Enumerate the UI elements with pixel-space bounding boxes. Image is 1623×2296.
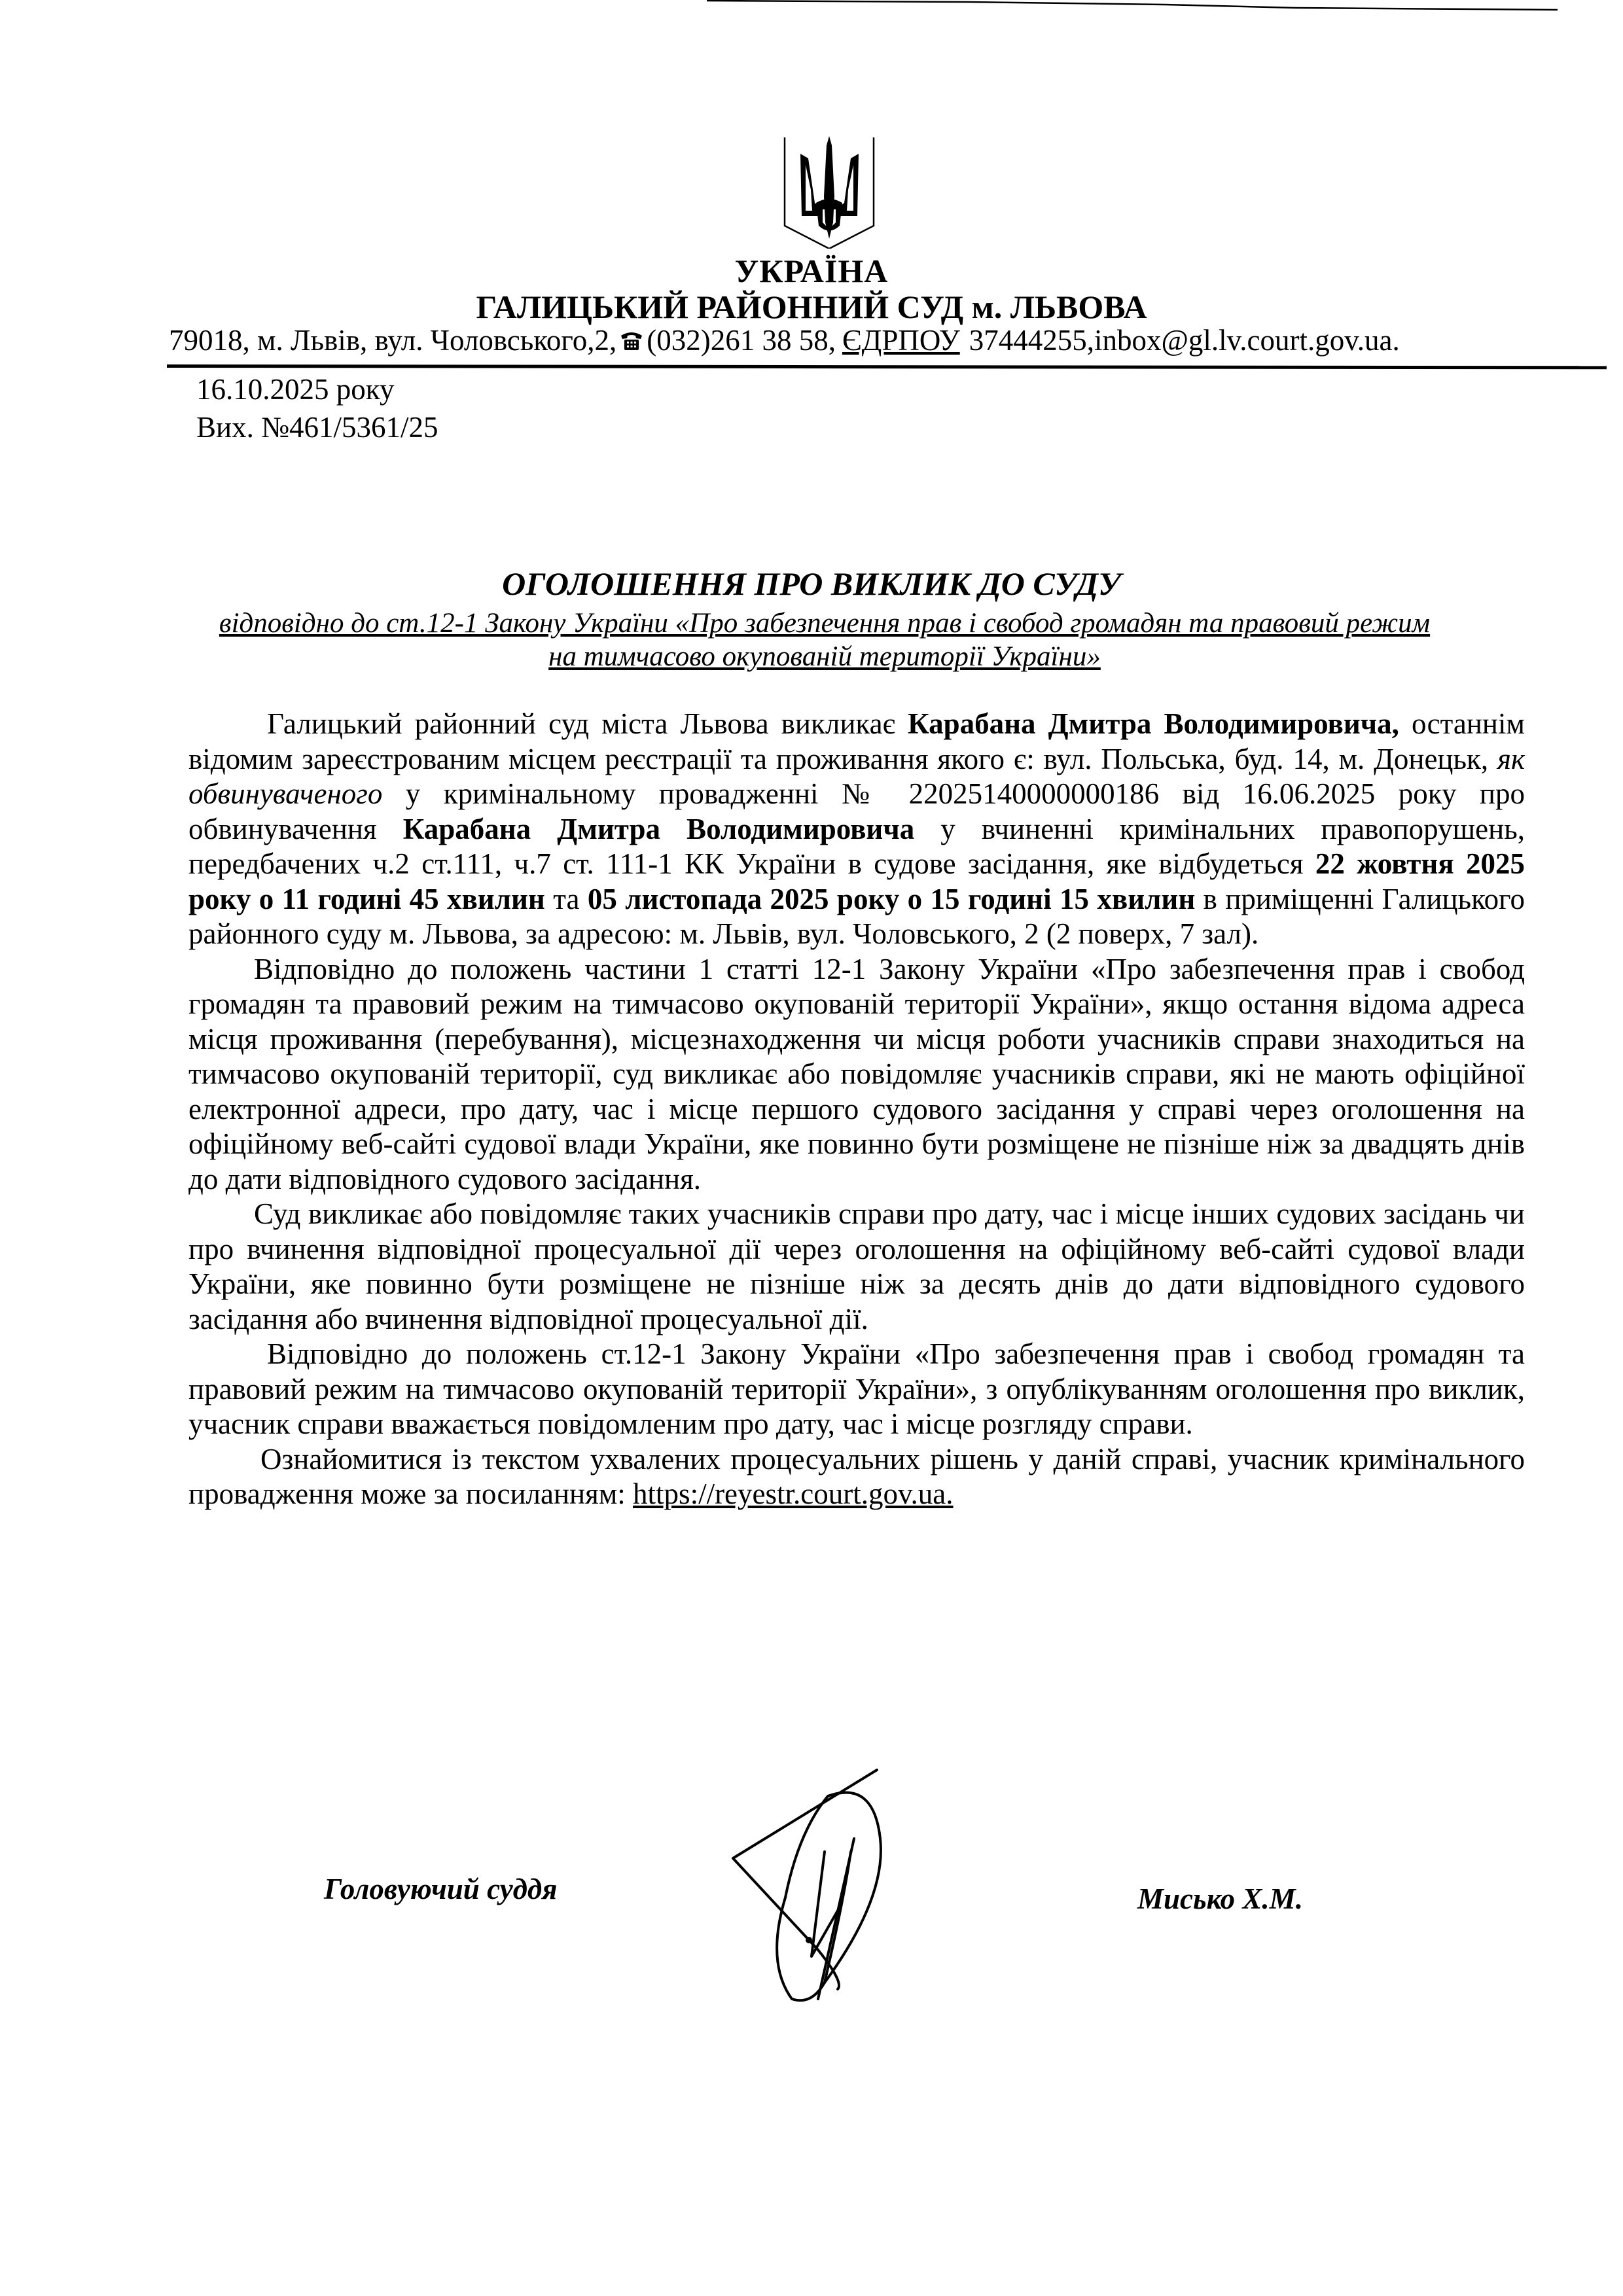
paragraph-other-hearings: Суд викликає або повідомляє таких учасників справи про дату, час і місце інших судових засідань чи про вчинення відповідної процесуальної дії через оголошення на офіційному веб-сайті судової влади України, яке повинно бути розміщене не пізніше ніж за десять днів до дати відповідного судового засідання або вчинення відповідної процесуальної дії.: [188, 1197, 1525, 1335]
court-phone: (032)261 38 58,: [647, 324, 836, 357]
edrpou-label: ЄДРПОУ: [842, 324, 960, 357]
text-run: в приміщенні Галицького районного суду м. Львова, за адресою: м. Львів, вул. Чоловського, 2 (2 поверх, 7 зал).: [188, 882, 1525, 950]
outgoing-number: Вих. №461/5361/25: [196, 411, 438, 444]
text-run: та: [544, 882, 588, 915]
paragraph-notification: Відповідно до положень ст.12-1 Закону України «Про забезпечення прав і свобод громадян та правовий режим на тимчасово окупованій території України», з опублікуванням оголошення про виклик, учасник справи вважається повідомленим про дату, час і місце розгляду справи.: [188, 1337, 1525, 1440]
text-run: Ознайомитися із текстом ухвалених процесуальних рішень у даній справі, учасник кримінального провадження може за посиланням:: [188, 1442, 1525, 1510]
subtitle-line-1: відповідно до ст.12-1 Закону України «Про забезпечення прав і свобод громадян та правовий режим: [219, 608, 1431, 639]
document-date: 16.10.2025 року: [196, 373, 395, 406]
country-heading: УКРАЇНА: [734, 253, 889, 289]
handwritten-signature: [713, 1767, 1080, 2015]
judge-title: Головуючий суддя: [324, 1873, 558, 1905]
court-name-heading: ГАЛИЦЬКИЙ РАЙОННИЙ СУД м. ЛЬВОВА: [476, 289, 1147, 325]
document-title: ОГОЛОШЕННЯ ПРО ВИКЛИК ДО СУДУ: [502, 565, 1121, 602]
hearing-datetime-1: 22 жовтня 2025 року о 11 годині 45 хвилин: [188, 847, 1525, 915]
paragraph-registry-link: [188, 1442, 1525, 1512]
document-meta: [196, 370, 438, 446]
registry-link[interactable]: https://reyestr.court.gov.ua.: [633, 1477, 954, 1510]
scan-artifact-line: [707, 0, 1558, 12]
subtitle-line-2: на тимчасово окупованій території України»: [548, 641, 1101, 672]
ukraine-trident-icon: [776, 118, 883, 249]
paragraph-legal-basis: Відповідно до положень частини 1 статті 12-1 Закону України «Про забезпечення прав і свобод громадян та правовий режим на тимчасово окупованій території України», якщо остання відома адреса місця проживання (перебування), місцезнаходження чи місця роботи учасників справи знаходиться на тимчасово окупованій території, суд викликає або повідомляє учасників справи, які не мають офіційної електронної адреси, про дату, час і місце першого судового засідання у справі через оголошення на офіційному веб-сайті судової влади України, яке повинно бути розміщене не пізніше ніж за двадцять днів до дати відповідного судового засідання.: [188, 952, 1525, 1195]
accused-name: Карабана Дмитра Володимировича: [402, 812, 915, 845]
text-run: Галицький районний суд міста Львова викликає: [267, 707, 908, 740]
court-contact-line: [169, 323, 1609, 358]
edrpou-and-email: 37444255,inbox@gl.lv.court.gov.ua.: [969, 324, 1400, 357]
document-body: [188, 707, 1525, 1512]
document-subtitle: [196, 607, 1453, 673]
procedural-status: як обвинуваченого: [188, 742, 1525, 810]
paragraph-summons: [188, 707, 1525, 952]
telephone-icon: [619, 329, 644, 351]
accused-name: Карабана Дмитра Володимировича,: [908, 707, 1399, 740]
hearing-datetime-2: 05 листопада 2025 року о 15 годині 15 хвилин: [587, 882, 1196, 915]
judge-name: Мисько Х.М.: [1137, 1882, 1303, 1915]
court-address: 79018, м. Львів, вул. Чоловського,2,: [169, 324, 617, 357]
text-run: у вчиненні кримінальних правопорушень, передбачених ч.2 ст.111, ч.7 ст. 111-1 КК України в судове засідання, яке відбудеться: [188, 812, 1525, 880]
text-run: у кримінальному провадженні № 22025140000000186 від 16.06.2025 року про обвинувачення: [188, 777, 1525, 845]
text-run: останнім відомим зареєстрованим місцем реєстрації та проживання якого є: вул. Польська, буд. 14, м. Донецьк,: [188, 707, 1525, 775]
letterhead-divider: [167, 364, 1607, 369]
